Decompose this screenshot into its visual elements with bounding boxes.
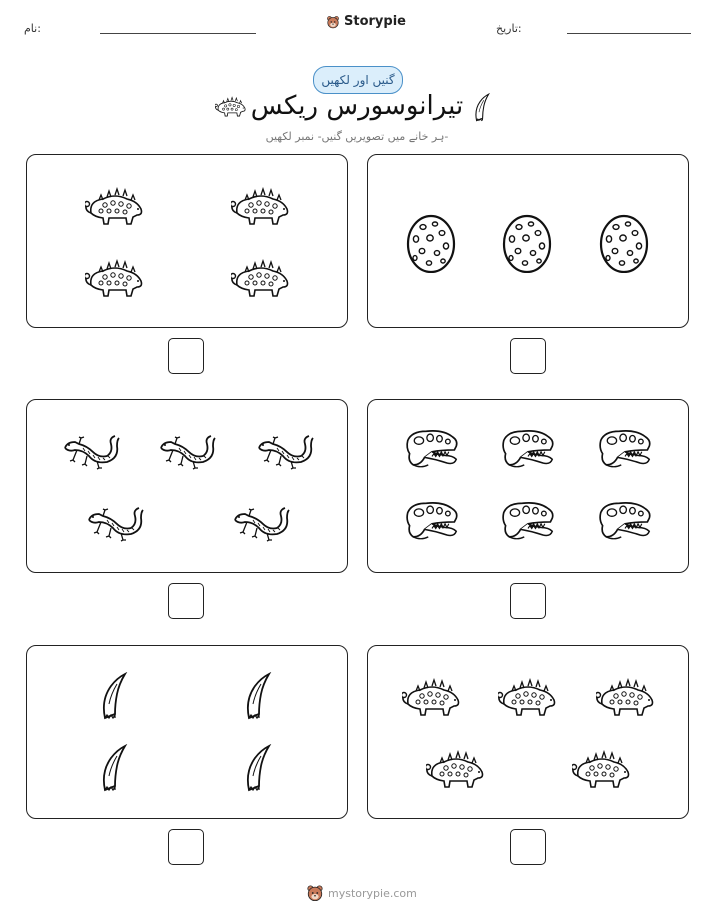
- dinosaur-egg-icon: [406, 211, 456, 273]
- tooth-claw-icon: [99, 672, 129, 722]
- ankylosaurus-icon: [498, 678, 558, 718]
- ankylosaurus-icon: [231, 259, 291, 299]
- trex-skull-icon: [500, 426, 556, 472]
- date-field[interactable]: [567, 33, 691, 34]
- count-panel-bottom-right: [367, 645, 689, 819]
- count-panel-bottom-left: [26, 645, 348, 819]
- tooth-claw-icon: [99, 744, 129, 794]
- tooth-claw-icon: [243, 744, 273, 794]
- trex-skull-icon: [500, 498, 556, 544]
- footer: [306, 884, 417, 902]
- instruction-pill: گنیں اور لکھیں: [313, 66, 403, 94]
- ankylosaurus-icon: [231, 187, 291, 227]
- answer-box-bottom-left[interactable]: [168, 829, 204, 865]
- page-subtitle: ہر خانے میں تصویریں گنیں- نمبر لکھیں-: [265, 130, 449, 143]
- tooth-title-icon: [472, 93, 492, 123]
- lizard-icon: [255, 430, 315, 470]
- brand-name: Storypie: [344, 14, 406, 29]
- trex-skull-icon: [404, 498, 460, 544]
- trex-skull-icon: [404, 426, 460, 472]
- bear-logo-icon: [326, 15, 340, 29]
- name-label: نام:: [24, 22, 41, 35]
- answer-box-top-right[interactable]: [510, 338, 546, 374]
- count-panel-top-right: [367, 154, 689, 328]
- bear-logo-icon: [306, 884, 324, 902]
- brand-logo: [326, 14, 406, 29]
- answer-box-top-left[interactable]: [168, 338, 204, 374]
- lizard-icon: [231, 502, 291, 542]
- footer-url[interactable]: mystorypie.com: [328, 886, 417, 900]
- dinosaur-egg-icon: [502, 211, 552, 273]
- lizard-icon: [85, 502, 145, 542]
- lizard-icon: [157, 430, 217, 470]
- count-panel-middle-left: [26, 399, 348, 573]
- trex-skull-icon: [597, 426, 653, 472]
- tooth-claw-icon: [243, 672, 273, 722]
- ankylosaurus-icon: [402, 678, 462, 718]
- name-field[interactable]: [100, 33, 256, 34]
- ankylosaurus-icon: [85, 259, 145, 299]
- count-panel-top-left: [26, 154, 348, 328]
- ankylosaurus-icon: [426, 750, 486, 790]
- ankylosaurus-icon: [85, 187, 145, 227]
- ankylosaurus-icon: [596, 678, 656, 718]
- page-title: تیرانوسورس ریکس: [250, 91, 464, 121]
- lizard-icon: [61, 430, 121, 470]
- ankylosaurus-icon: [572, 750, 632, 790]
- trex-skull-icon: [597, 498, 653, 544]
- date-label: تاریخ:: [496, 22, 522, 35]
- answer-box-middle-right[interactable]: [510, 583, 546, 619]
- dinosaur-egg-icon: [599, 211, 649, 273]
- answer-box-bottom-right[interactable]: [510, 829, 546, 865]
- answer-box-middle-left[interactable]: [168, 583, 204, 619]
- count-panel-middle-right: [367, 399, 689, 573]
